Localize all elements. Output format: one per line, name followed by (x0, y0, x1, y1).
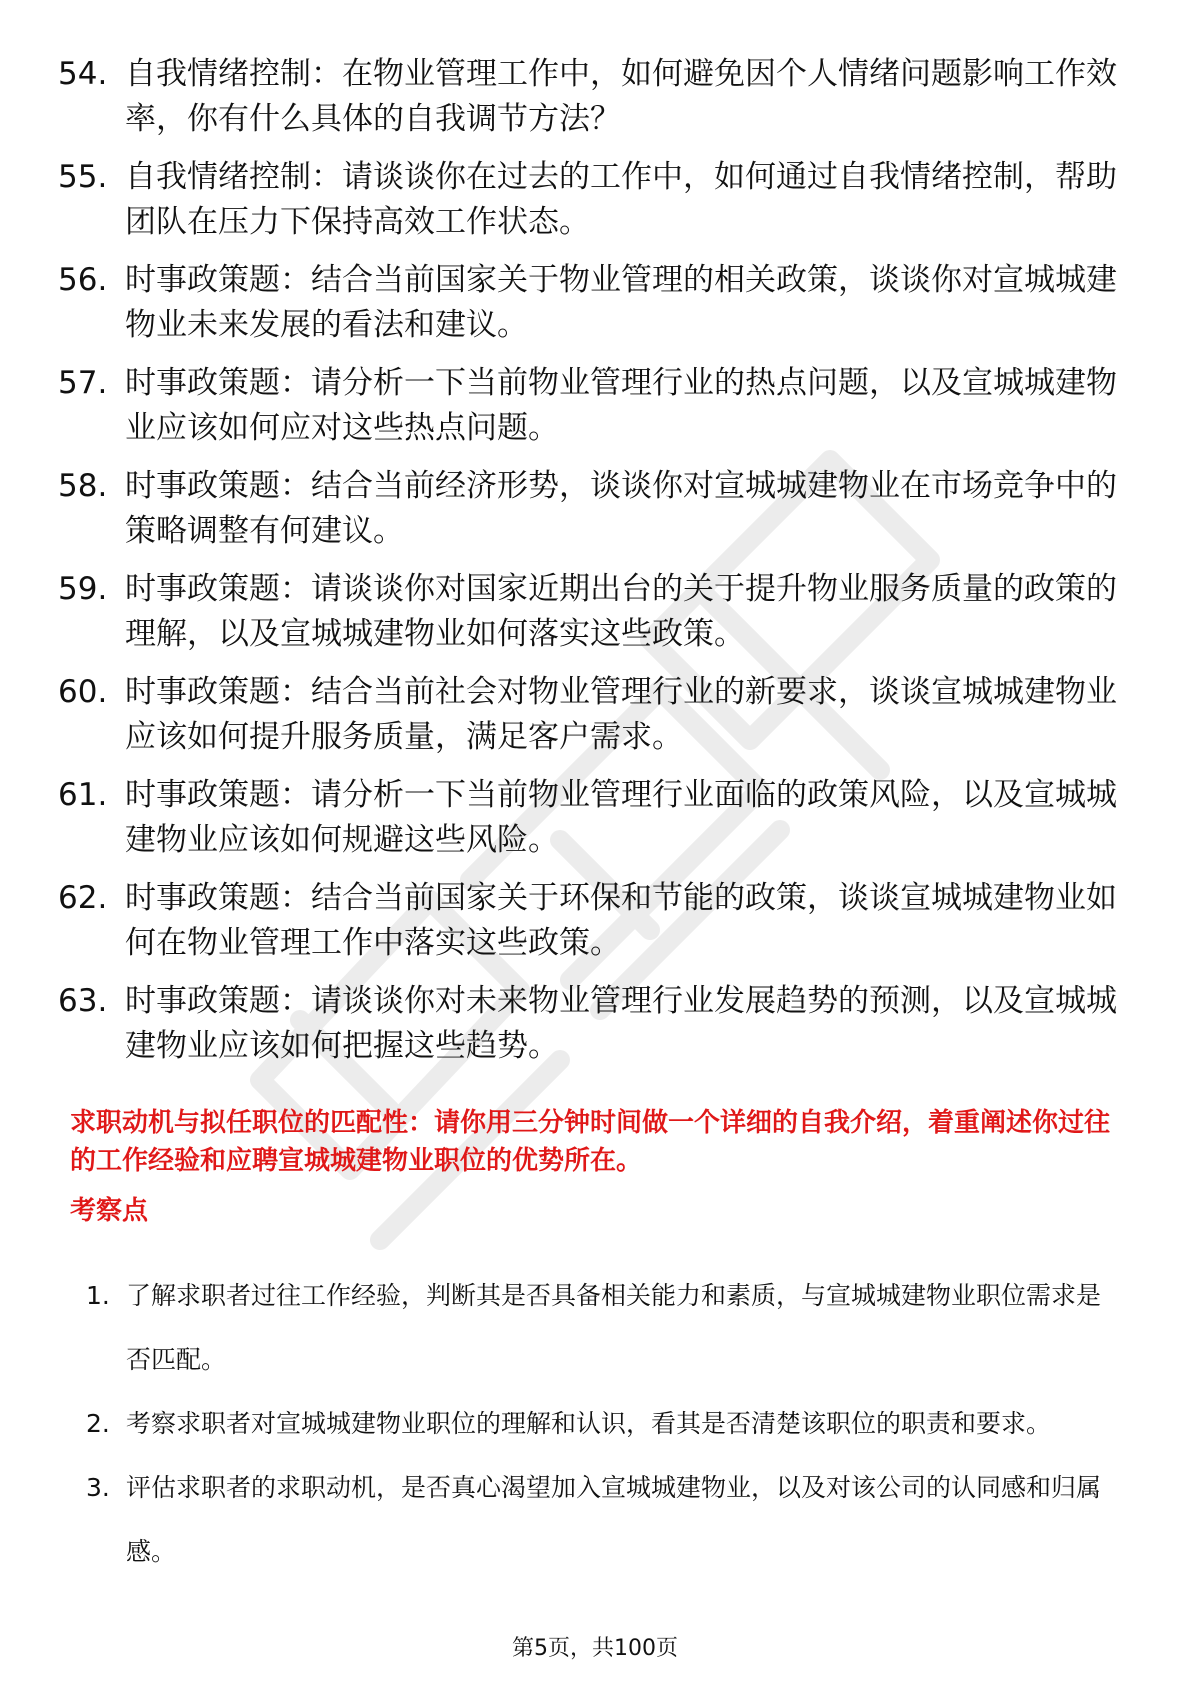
evaluation-point-2 (86, 1392, 1122, 1456)
question-number: 57. (58, 365, 108, 401)
point-number: 1. (86, 1281, 110, 1310)
section-title: 考察点 (70, 1196, 149, 1226)
question-number: 56. (58, 262, 108, 298)
question-text: 自我情绪控制：请谈谈你在过去的工作中，如何通过自我情绪控制，帮助团队在压力下保持高效工作状态。 (125, 159, 1117, 240)
question-number: 54. (58, 56, 108, 92)
question-item-55 (58, 155, 1118, 245)
evaluation-point-1 (86, 1264, 1122, 1392)
question-text: 时事政策题：结合当前国家关于物业管理的相关政策，谈谈你对宣城城建物业未来发展的看法和建议。 (125, 262, 1117, 343)
question-number: 55. (58, 159, 108, 195)
question-text: 时事政策题：请分析一下当前物业管理行业的热点问题，以及宣城城建物业应该如何应对这些热点问题。 (125, 365, 1117, 446)
question-number: 62. (58, 880, 108, 916)
point-number: 2. (86, 1409, 110, 1438)
question-text: 时事政策题：结合当前经济形势，谈谈你对宣城城建物业在市场竞争中的策略调整有何建议。 (125, 468, 1117, 549)
question-text: 时事政策题：请分析一下当前物业管理行业面临的政策风险，以及宣城城建物业应该如何规避这些风险。 (125, 777, 1117, 858)
question-item-63 (58, 979, 1118, 1069)
question-item-62 (58, 876, 1118, 966)
point-text: 评估求职者的求职动机，是否真心渴望加入宣城城建物业，以及对该公司的认同感和归属感。 (126, 1473, 1102, 1566)
question-item-57 (58, 361, 1118, 451)
question-item-61 (58, 773, 1118, 863)
question-item-54 (58, 52, 1118, 142)
point-text: 考察求职者对宣城城建物业职位的理解和认识，看其是否清楚该职位的职责和要求。 (126, 1409, 1052, 1438)
question-list (58, 52, 1118, 1082)
question-number: 60. (58, 674, 108, 710)
question-number: 61. (58, 777, 108, 813)
point-text: 了解求职者过往工作经验，判断其是否具备相关能力和素质，与宣城城建物业职位需求是否匹配。 (126, 1281, 1102, 1374)
evaluation-point-3 (86, 1456, 1122, 1584)
point-number: 3. (86, 1473, 110, 1502)
question-number: 58. (58, 468, 108, 504)
question-text: 时事政策题：请谈谈你对国家近期出台的关于提升物业服务质量的政策的理解，以及宣城城建物业如何落实这些政策。 (125, 571, 1117, 652)
question-text: 时事政策题：请谈谈你对未来物业管理行业发展趋势的预测，以及宣城城建物业应该如何把握这些趋势。 (125, 983, 1117, 1064)
question-item-59 (58, 567, 1118, 657)
question-text: 时事政策题：结合当前国家关于环保和节能的政策，谈谈宣城城建物业如何在物业管理工作中落实这些政策。 (125, 880, 1117, 961)
highlight-question: 求职动机与拟任职位的匹配性：请你用三分钟时间做一个详细的自我介绍，着重阐述你过往的工作经验和应聘宣城城建物业职位的优势所在。 (70, 1108, 1111, 1176)
question-item-58 (58, 464, 1118, 554)
question-text: 自我情绪控制：在物业管理工作中，如何避免因个人情绪问题影响工作效率，你有什么具体的自我调节方法？ (125, 56, 1117, 137)
question-item-56 (58, 258, 1118, 348)
question-item-60 (58, 670, 1118, 760)
evaluation-points-list (86, 1264, 1122, 1584)
page-footer: 第5页，共100页 (512, 1636, 678, 1661)
question-number: 63. (58, 983, 108, 1019)
question-text: 时事政策题：结合当前社会对物业管理行业的新要求，谈谈宣城城建物业应该如何提升服务质量，满足客户需求。 (125, 674, 1117, 755)
question-number: 59. (58, 571, 108, 607)
